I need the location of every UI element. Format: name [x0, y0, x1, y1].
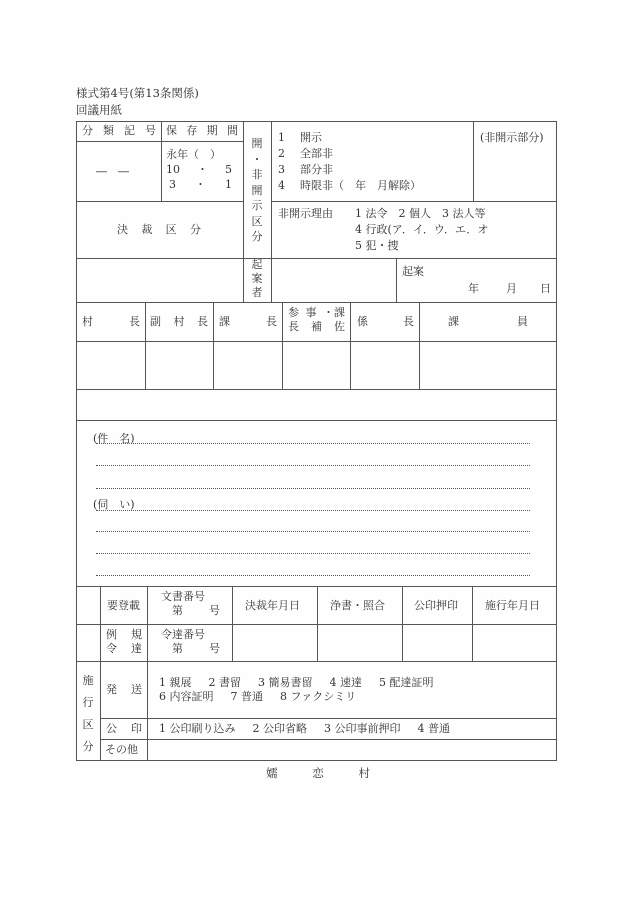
retention-options-3-1[interactable]	[169, 178, 232, 192]
label-char: 開	[251, 183, 263, 197]
draft-date-year[interactable]: 年	[468, 282, 479, 295]
enforcement-date-header: 施行年月日	[485, 599, 540, 612]
label-char: 長	[288, 320, 299, 333]
seal-option[interactable]: 1 公印刷り込み	[159, 722, 236, 735]
divider	[161, 121, 162, 201]
label-char: 公	[106, 722, 117, 735]
subject-line[interactable]	[96, 443, 530, 444]
label-line	[106, 642, 142, 656]
divider	[76, 302, 557, 303]
order-number-field[interactable]	[172, 642, 220, 656]
table-border-top	[76, 121, 557, 122]
draft-date-label: 起案	[402, 265, 424, 278]
subject-line[interactable]	[96, 488, 530, 489]
label-char: 長	[403, 315, 414, 328]
retention-option-permanent[interactable]: 永年（ ）	[166, 148, 221, 161]
label-char: ・	[251, 152, 263, 166]
label-char: 存	[186, 124, 198, 137]
disclosure-options	[278, 131, 421, 193]
unit-char: 第	[172, 642, 183, 655]
inquiry-line[interactable]	[96, 575, 530, 576]
label-char: 行	[82, 696, 94, 709]
ordinance-directive-label	[106, 628, 142, 656]
shipping-options-line1	[159, 676, 434, 690]
label-char: 送	[131, 683, 142, 696]
subject-label: (件 名)	[93, 432, 135, 445]
disclosure-category-label	[250, 136, 264, 245]
divider	[396, 258, 397, 302]
label-char: 達	[131, 642, 142, 655]
inquiry-line[interactable]	[96, 510, 530, 511]
label-char: 員	[517, 315, 528, 328]
shipping-option[interactable]: 5 配達証明	[379, 676, 434, 689]
shipping-option[interactable]: 6 内容証明	[159, 690, 214, 703]
divider	[100, 586, 101, 761]
label-char: 長	[197, 315, 208, 328]
label-char: 分	[189, 223, 201, 236]
label-char: 村	[173, 315, 185, 328]
label-char: 案	[251, 272, 263, 285]
label-char: 非	[251, 168, 263, 181]
divider	[100, 718, 557, 719]
name-char: 恋	[312, 766, 324, 780]
drafter-field[interactable]	[272, 259, 395, 301]
nondisclosure-part-label: (非開示部分)	[480, 131, 544, 144]
label-char: 間	[226, 124, 238, 137]
label-char: 分	[82, 740, 94, 753]
fair-copy-header: 浄書・照合	[330, 599, 385, 612]
decision-type-label	[117, 223, 201, 237]
stamp-cell-councilor[interactable]	[283, 342, 350, 389]
divider	[473, 121, 474, 201]
header-line	[288, 306, 345, 320]
divider	[243, 121, 244, 302]
option-text: ・	[195, 178, 206, 191]
option-label: 開示	[300, 131, 322, 144]
inquiry-line[interactable]	[96, 531, 530, 532]
official-seal-field[interactable]	[403, 625, 472, 661]
table-border-left	[76, 121, 77, 761]
fair-copy-field[interactable]	[318, 625, 402, 661]
label-char: 期	[206, 124, 218, 137]
seal-label	[106, 722, 142, 736]
label-char: 発	[106, 683, 117, 696]
unit-char: 号	[209, 604, 220, 617]
option-num: 4	[278, 179, 285, 192]
divider	[147, 586, 148, 761]
inquiry-label: (伺 い)	[93, 498, 135, 511]
shipping-label	[106, 683, 142, 697]
label-char: 者	[251, 286, 263, 299]
option-label: 全部非	[300, 147, 333, 160]
label-char: 規	[131, 628, 142, 641]
divider	[76, 141, 243, 142]
label-char: 開	[251, 137, 263, 150]
label-char: 印	[131, 722, 142, 735]
label-char: 佐	[334, 320, 345, 333]
table-border-bottom	[76, 760, 557, 761]
label-char: 施	[82, 674, 94, 687]
approval-header-section-chief	[219, 315, 277, 329]
registration-required-label: 要登載	[107, 599, 140, 612]
blank-row[interactable]	[77, 390, 556, 420]
stamp-cell-subsection-chief[interactable]	[351, 342, 419, 389]
label-char: 長	[266, 315, 277, 328]
nondisclosure-reasons	[355, 207, 488, 253]
reason-line[interactable]: 4 行政(ア．イ．ウ．エ．オ	[355, 223, 489, 236]
label-char: 課	[219, 315, 230, 328]
option-text: 5	[225, 163, 232, 176]
reason-line[interactable]: 5 犯・捜	[355, 239, 399, 252]
seal-options	[159, 722, 450, 736]
enforcement-category-label	[81, 670, 95, 758]
disclosure-option-3[interactable]	[278, 163, 421, 177]
form-number: 様式第4号(第13条関係)	[76, 86, 199, 100]
shipping-options-line2	[159, 690, 356, 704]
approval-header-councilor-assistant	[288, 306, 345, 334]
option-num: 3	[278, 163, 285, 176]
stamp-cell-mayor[interactable]	[77, 342, 145, 389]
label-char: 参	[288, 306, 299, 319]
approval-header-staff	[448, 315, 528, 329]
label-char: 号	[145, 124, 156, 137]
retention-header	[166, 124, 238, 138]
seal-option[interactable]: 3 公印事前押印	[324, 722, 401, 735]
shipping-option[interactable]: 3 簡易書留	[258, 676, 313, 689]
shipping-option[interactable]: 1 親展	[159, 676, 192, 689]
option-num: 2	[278, 147, 285, 160]
label-char: 令	[106, 642, 117, 655]
label-char: 長	[129, 315, 140, 328]
label-char: 示	[251, 199, 263, 212]
name-char: 村	[358, 766, 370, 780]
option-text: 10	[166, 163, 180, 176]
option-text: 3	[169, 178, 176, 191]
label-char: 起	[251, 258, 263, 271]
unit-char: 号	[209, 642, 220, 655]
stamp-cell-section-chief[interactable]	[214, 342, 282, 389]
stamp-cell-staff[interactable]	[420, 342, 556, 389]
label-char: 分	[82, 124, 93, 137]
divider	[271, 201, 557, 202]
label-char: 例	[106, 628, 117, 641]
shipping-option[interactable]: 2 書留	[208, 676, 241, 689]
decision-date-field[interactable]	[233, 625, 317, 661]
shipping-option[interactable]: 4 速達	[329, 676, 362, 689]
nondisclosure-reason-label: 非開示理由	[278, 207, 333, 220]
doc-number-label: 文書番号	[161, 590, 205, 603]
label-line	[106, 628, 142, 642]
stamp-cell-deputy-mayor[interactable]	[146, 342, 213, 389]
classification-value[interactable]: ― ―	[96, 165, 129, 178]
other-label: その他	[105, 743, 138, 756]
label-char: 類	[103, 124, 114, 137]
decision-date-header: 決裁年月日	[245, 599, 300, 612]
disclosure-option-1[interactable]	[278, 131, 421, 145]
label-char: 決	[117, 223, 128, 236]
label-char: 裁	[141, 223, 153, 236]
label-char: 補	[311, 320, 322, 333]
label-char: ・課	[323, 306, 345, 319]
unit-char: 第	[172, 604, 183, 617]
approval-header-mayor	[82, 315, 140, 329]
approval-header-subsection-chief	[357, 315, 414, 329]
option-label: 時限非（ 年 月解除）	[300, 179, 421, 192]
label-char: 保	[166, 124, 177, 137]
retention-options-10-5[interactable]	[166, 163, 232, 177]
inquiry-line[interactable]	[96, 553, 530, 554]
header-line	[288, 320, 345, 334]
enforcement-date-field[interactable]	[473, 625, 556, 661]
draft-date-month[interactable]: 月	[506, 282, 517, 295]
label-char: 事	[305, 306, 317, 319]
divider	[76, 661, 557, 662]
disclosure-option-2[interactable]	[278, 147, 421, 161]
option-label: 部分非	[300, 163, 333, 176]
label-char: 記	[124, 124, 135, 137]
other-field[interactable]	[148, 740, 556, 760]
name-char: 嬬	[266, 766, 278, 780]
draft-date-day[interactable]: 日	[540, 282, 551, 295]
divider	[76, 420, 557, 421]
label-char: 副	[150, 315, 161, 328]
label-char: 係	[357, 315, 368, 328]
option-text: ・	[197, 163, 208, 176]
label-char: 区	[165, 223, 177, 236]
village-name	[266, 766, 370, 780]
table-border-right	[556, 121, 557, 761]
option-num: 1	[278, 131, 285, 144]
reason-line[interactable]: 1 法令 2 個人 3 法人等	[355, 207, 486, 220]
option-text: 1	[225, 178, 232, 191]
seal-option[interactable]: 4 普通	[417, 722, 450, 735]
shipping-option[interactable]: 7 普通	[230, 690, 263, 703]
label-char: 分	[251, 230, 263, 243]
label-char: 課	[448, 315, 459, 328]
label-char: 村	[82, 315, 93, 328]
seal-option[interactable]: 2 公印省略	[252, 722, 307, 735]
official-seal-header: 公印押印	[414, 599, 458, 612]
label-char: 区	[82, 718, 94, 731]
disclosure-option-4[interactable]	[278, 179, 421, 193]
order-number-label: 令達番号	[161, 628, 205, 641]
subject-line[interactable]	[96, 465, 530, 466]
doc-number-field[interactable]	[172, 604, 220, 618]
label-char: 区	[251, 214, 263, 228]
drafter-label	[250, 258, 264, 300]
shipping-option[interactable]: 8 ファクシミリ	[280, 690, 357, 703]
form-title: 回議用紙	[76, 103, 122, 117]
classification-header	[82, 124, 156, 138]
divider	[76, 201, 243, 202]
approval-header-deputy-mayor	[150, 315, 208, 329]
